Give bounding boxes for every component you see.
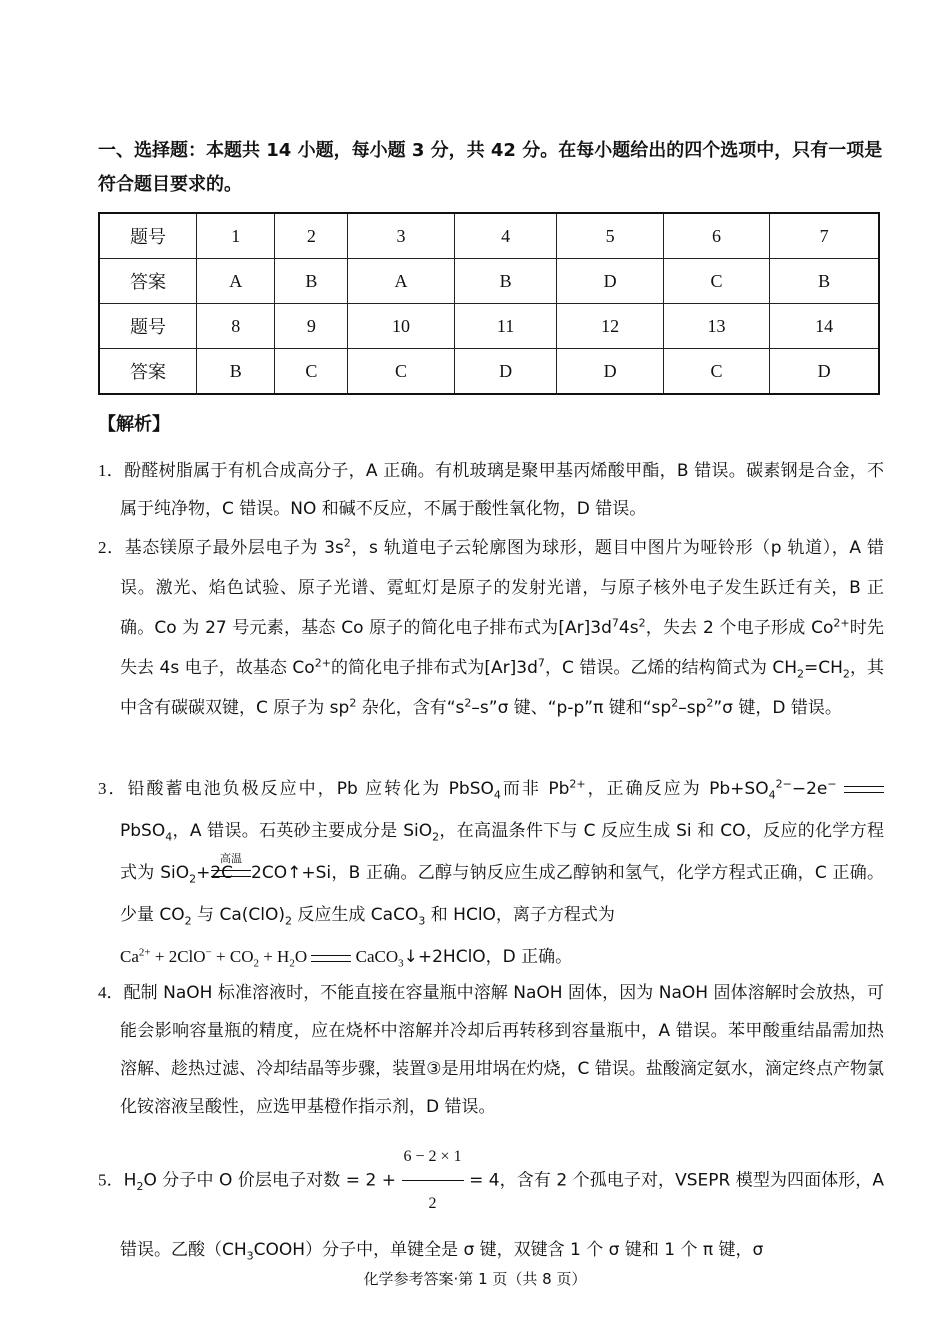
table-cell: 11 [454, 304, 557, 349]
table-cell: B [770, 259, 879, 304]
table-cell: B [197, 349, 275, 395]
table-cell: 2 [275, 213, 348, 259]
valence-pair-fraction: $\frac{6 - 2 \times 1}{2}$ [402, 1134, 464, 1227]
section-title: 一、选择题：本题共 14 小题，每小题 3 分，共 42 分。在每小题给出的四个选项中，只有一项是符合题目要求的。 [98, 140, 883, 195]
row-label: 答案 [99, 259, 197, 304]
row-label: 题号 [99, 304, 197, 349]
table-cell: 4 [454, 213, 557, 259]
table-row [99, 259, 879, 304]
table-cell: D [557, 259, 663, 304]
table-row [99, 213, 879, 259]
analysis-item-1: 1．酚醛树脂属于有机合成高分子，A 正确。有机玻璃是聚甲基丙烯酸甲酯，B 错误。碳素钢是合金，不属于纯净物，C 错误。NO 和碱不反应，不属于酸性氧化物，D 错误。 [98, 461, 885, 519]
table-cell: B [275, 259, 348, 304]
table-cell: 10 [348, 304, 454, 349]
answer-table [98, 212, 880, 395]
table-cell: 14 [770, 304, 879, 349]
equation-equals-sign [844, 786, 884, 793]
table-cell: 7 [770, 213, 879, 259]
table-cell: 9 [275, 304, 348, 349]
table-cell: D [770, 349, 879, 395]
table-cell: 6 [663, 213, 769, 259]
table-cell: 1 [197, 213, 275, 259]
table-cell: 8 [197, 304, 275, 349]
table-cell: 13 [663, 304, 769, 349]
analysis-item-4: 4．配制 NaOH 标准溶液时，不能直接在容量瓶中溶解 NaOH 固体，因为 NaOH 固体溶解时会放热，可能会影响容量瓶的精度，应在烧杯中溶解并冷却后再转移到容量瓶中，A 错误。苯甲酸重结晶需加热溶解、趁热过滤、冷却结晶等步骤，装置③是用坩埚在灼烧，C 错误。盐酸滴定氨水，滴定终点产物氯化铵溶液呈酸性，应选甲基橙作指示剂，D 错误。 [98, 983, 884, 1117]
table-cell: A [348, 259, 454, 304]
table-cell: 12 [557, 304, 663, 349]
table-cell: D [557, 349, 663, 395]
table-cell: D [454, 349, 557, 395]
table-cell: 5 [557, 213, 663, 259]
table-row [99, 349, 879, 395]
analysis-item-5: 5．$H_2O$ 分子中 O 价层电子对数 = 2 + $\frac{6 - 2 \times 1}{2}$ = 4，含有 2 个孤电子对，VSEPR 模型为四面体形，A 错误。乙酸$(CH_3COOH)$分子中，单键全是 σ 键，双键含 1 个 σ 键和 1 个 π 键，σ [98, 1134, 884, 1273]
table-cell: C [663, 259, 769, 304]
row-label: 答案 [99, 349, 197, 395]
table-cell: C [663, 349, 769, 395]
analysis-heading: 【解析】 [98, 414, 170, 435]
row-label: 题号 [99, 213, 197, 259]
table-row [99, 304, 879, 349]
ionic-equation-equals-sign [311, 955, 351, 962]
table-cell: C [348, 349, 454, 395]
table-cell: C [275, 349, 348, 395]
analysis-item-3: 3．铅酸蓄电池负极反应中，Pb 应转化为 PbSO$_4$而非 $Pb^{2+}$，正确反应为 $Pb+SO_4^{2-}-2e^-$ PbSO$_4$，A 错误。石英砂主要成分是 SiO$_2$，在高温条件下与 C 反应生成 Si 和 CO，反应的化学方程式为 SiO$_2$+2C 高温 2CO↑+Si，B 正确。乙醇与钠反应生成乙醇钠和氢气，化学方程式正确，C 正确。少量 $CO_2$ 与 $Ca(ClO)_2$ 反应生成 CaCO$_3$ 和 HClO，离子方程式为 $Ca^{2+} + 2ClO^- + CO_2 + H_2O$ CaCO$_3$↓+2HClO，D 正确。 [98, 777, 884, 970]
table-cell: B [454, 259, 557, 304]
analysis-item-2: 2．基态镁原子最外层电子为 $3s^2$，s 轨道电子云轮廓图为球形，题目中图片为哑铃形（p 轨道），A 错误。激光、焰色试验、原子光谱、霓虹灯是原子的发射光谱，与原子核外电子发生跃迁有关，B 正确。Co 为 27 号元素，基态 Co 原子的简化电子排布式为$[Ar]3d^74s^2$，失去 2 个电子形成 $Co^{2+}$时先失去 4s 电子，故基态 $Co^{2+}$的简化电子排布式为$[Ar]3d^7$，C 错误。乙烯的结构简式为 $CH_2=CH_2$，其中含有碳碳双键，C 原子为 $sp^2$ 杂化，含有“$s^2-s”\sigma$ 键、“p-p”π 键和“$sp^2-sp^2”\sigma$ 键，D 错误。 [98, 536, 885, 718]
high-temperature-condition: 高温 [233, 852, 251, 894]
table-cell: 3 [348, 213, 454, 259]
page-footer: 化学参考答案·第 1 页（共 8 页） [363, 1270, 587, 1288]
table-cell: A [197, 259, 275, 304]
